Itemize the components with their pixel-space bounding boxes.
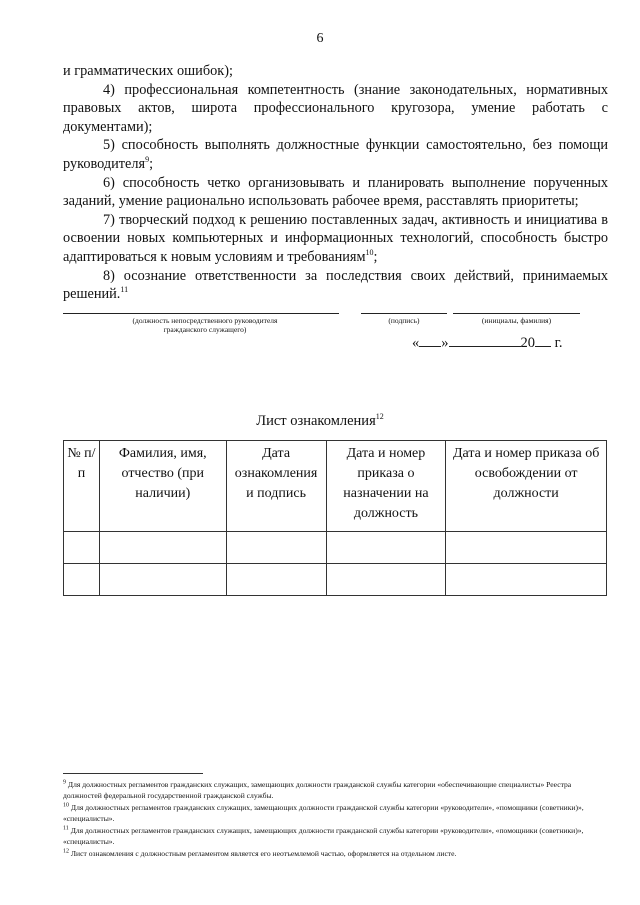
- table-cell[interactable]: [226, 532, 326, 564]
- header-ack-date: Дата ознакомления и подпись: [226, 441, 326, 532]
- table-cell[interactable]: [64, 564, 100, 596]
- year-prefix: 20: [520, 335, 535, 351]
- table-cell[interactable]: [64, 532, 100, 564]
- header-appointment-order: Дата и номер приказа о назначении на должность: [326, 441, 446, 532]
- table-cell[interactable]: [99, 564, 226, 596]
- table-cell[interactable]: [99, 532, 226, 564]
- position-signature-line[interactable]: [63, 313, 339, 314]
- acquaintance-title: Лист ознакомления$^{12}$: [256, 412, 384, 429]
- footnote-9: $^9$ Для должностных регламентов гражданских служащих, замещающих должности гражданской службы категории «обеспечивающие специалисты» Реестра должностей федеральной государственной гражданской службы.: [63, 779, 572, 800]
- qualities-list: [63, 62, 608, 304]
- table-cell[interactable]: [326, 532, 446, 564]
- name-caption: (инициалы, фамилия): [481, 316, 552, 325]
- year-suffix: г.: [554, 335, 563, 351]
- table-cell[interactable]: [446, 532, 607, 564]
- page-number: 6: [316, 31, 324, 46]
- position-caption: (должность непосредственного руководителя гражданского служащего): [132, 316, 278, 334]
- paragraph-item-8: 8) осознание ответственности за последствия своих действий, принимаемых решений.$^{11}$: [63, 267, 608, 303]
- signature-caption: (подпись): [388, 316, 420, 325]
- header-full-name: Фамилия, имя, отчество (при наличии): [99, 441, 226, 532]
- name-signature-line[interactable]: [453, 313, 580, 314]
- acquaintance-table: [63, 440, 607, 596]
- footnote-12: $^{12}$ Лист ознакомления с должностным регламентом является его неотъемлемой частью, оформляется на отдельном листе.: [63, 848, 457, 858]
- table-row: [64, 532, 607, 564]
- footnote-ref-12: 12: [375, 412, 384, 422]
- footnote-separator: [63, 773, 203, 774]
- footnote-11: $^{11}$ Для должностных регламентов гражданских служащих, замещающих должности гражданской службы категории «руководители», «помощники (советники)», «специалисты».: [63, 825, 584, 846]
- table-cell[interactable]: [326, 564, 446, 596]
- footnote-ref-9: 9: [145, 155, 150, 165]
- footnote-10: $^{10}$ Для должностных регламентов гражданских служащих, замещающих должности гражданской службы категории «руководители», «помощники (советники)», «специалисты».: [63, 802, 584, 823]
- header-dismissal-order: Дата и номер приказа об освобождении от должности: [446, 441, 607, 532]
- paragraph-item-4: 4) профессиональная компетентность (знание законодательных, нормативных правовых актов, широта профессионального кругозора, умение работать с документами);: [63, 81, 608, 135]
- footnote-ref-10: 10: [365, 248, 374, 258]
- table-header-row: [64, 441, 607, 532]
- day-blank[interactable]: [419, 333, 441, 347]
- table-cell[interactable]: [226, 564, 326, 596]
- paragraph-item-7: 7) творческий подход к решению поставленных задач, активность и инициатива в освоении новых компьютерных и информационных технологий, способность быстро адаптироваться к новым условиям и требованиям$^{10}$;: [63, 211, 608, 265]
- month-blank[interactable]: [449, 333, 521, 347]
- date-line: « » 20 г.: [412, 335, 563, 351]
- signature-line[interactable]: [361, 313, 447, 314]
- header-number: № п/п: [64, 441, 100, 532]
- year-blank[interactable]: [535, 333, 551, 347]
- paragraph-item-6: 6) способность четко организовывать и планировать выполнение порученных заданий, умение рационально использовать рабочее время, расставлять приоритеты;: [63, 174, 608, 210]
- table-row: [64, 564, 607, 596]
- footnote-ref-11: 11: [120, 285, 129, 295]
- table-cell[interactable]: [446, 564, 607, 596]
- paragraph-item-5: 5) способность выполнять должностные функции самостоятельно, без помощи руководителя$^9$;: [63, 137, 608, 172]
- paragraph-continuation: и грамматических ошибок);: [63, 63, 233, 79]
- footnotes: [63, 779, 611, 860]
